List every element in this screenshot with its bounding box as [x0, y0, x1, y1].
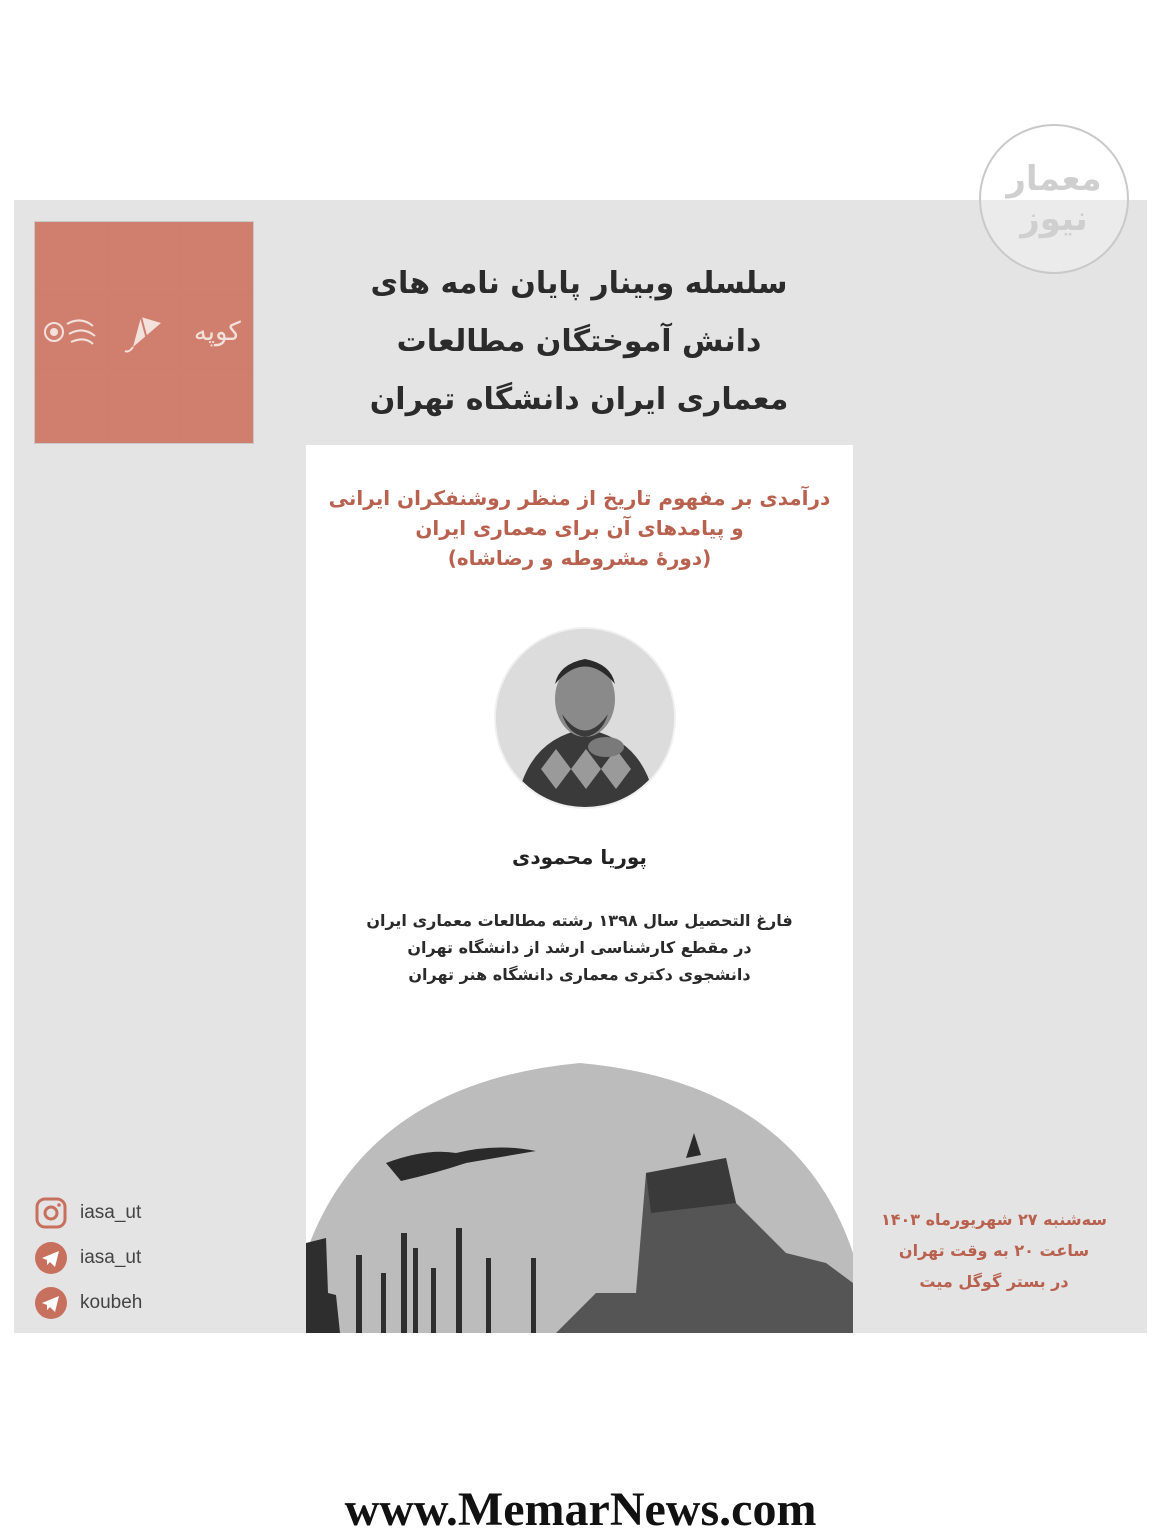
koubeh-logo — [182, 296, 253, 368]
social-link-instagram[interactable] — [34, 1190, 142, 1235]
footer-url: www.MemarNews.com — [344, 1483, 817, 1536]
social-handle: koubeh — [80, 1291, 143, 1313]
memarnews-watermark — [979, 124, 1129, 274]
talk-title-line: درآمدی بر مفهوم تاریخ از منظر روشنفکران ایرانی — [328, 486, 831, 510]
grid-cell — [35, 222, 106, 294]
telegram-icon — [34, 1241, 68, 1275]
grid-cell — [182, 222, 253, 294]
university-seal-logo — [35, 296, 106, 368]
grid-cell — [182, 371, 253, 443]
kite-logo — [108, 296, 179, 368]
bio-line: در مقطع کارشناسی ارشد از دانشگاه تهران — [407, 938, 752, 957]
poster — [14, 200, 1147, 1333]
watermark-line: نیوز — [1020, 199, 1088, 239]
speaker-bio — [326, 907, 833, 988]
social-handle: iasa_ut — [80, 1246, 142, 1268]
bio-line: دانشجوی دکتری معماری دانشگاه هنر تهران — [408, 965, 751, 984]
series-title — [314, 255, 844, 429]
talk-title-line: (دورهٔ مشروطه و رضاشاه) — [447, 546, 712, 570]
schedule-line: سه‌شنبه ۲۷ شهریورماه ۱۴۰۳ — [880, 1210, 1108, 1229]
event-schedule — [869, 1204, 1119, 1297]
social-links — [34, 1190, 142, 1325]
schedule-line: ساعت ۲۰ به وقت تهران — [898, 1241, 1090, 1260]
series-title-line: سلسله وبینار پایان نامه های — [370, 266, 788, 301]
koubeh-logo-text: کوپه — [193, 317, 241, 348]
social-link-telegram[interactable] — [34, 1280, 142, 1325]
telegram-icon — [34, 1286, 68, 1320]
ruins-illustration — [306, 1063, 853, 1333]
social-handle: iasa_ut — [80, 1201, 142, 1223]
logo-grid — [34, 221, 254, 444]
series-title-line: معماری ایران دانشگاه تهران — [369, 382, 789, 417]
schedule-line: در بستر گوگل میت — [919, 1272, 1069, 1291]
grid-cell — [35, 371, 106, 443]
grid-cell — [108, 371, 179, 443]
speaker-name: پوریا محمودی — [512, 845, 647, 869]
bio-line: فارغ التحصیل سال ۱۳۹۸ رشته مطالعات معماری ایران — [366, 911, 793, 930]
series-title-line: دانش آموختگان مطالعات — [396, 324, 762, 359]
talk-title-line: و پیامدهای آن برای معماری ایران — [415, 516, 744, 540]
talk-title — [326, 483, 833, 573]
instagram-icon — [34, 1196, 68, 1230]
watermark-line: معمار — [1006, 159, 1102, 199]
social-link-telegram[interactable] — [34, 1235, 142, 1280]
speaker-photo — [494, 627, 676, 809]
talk-card — [306, 445, 853, 1333]
grid-cell — [108, 222, 179, 294]
